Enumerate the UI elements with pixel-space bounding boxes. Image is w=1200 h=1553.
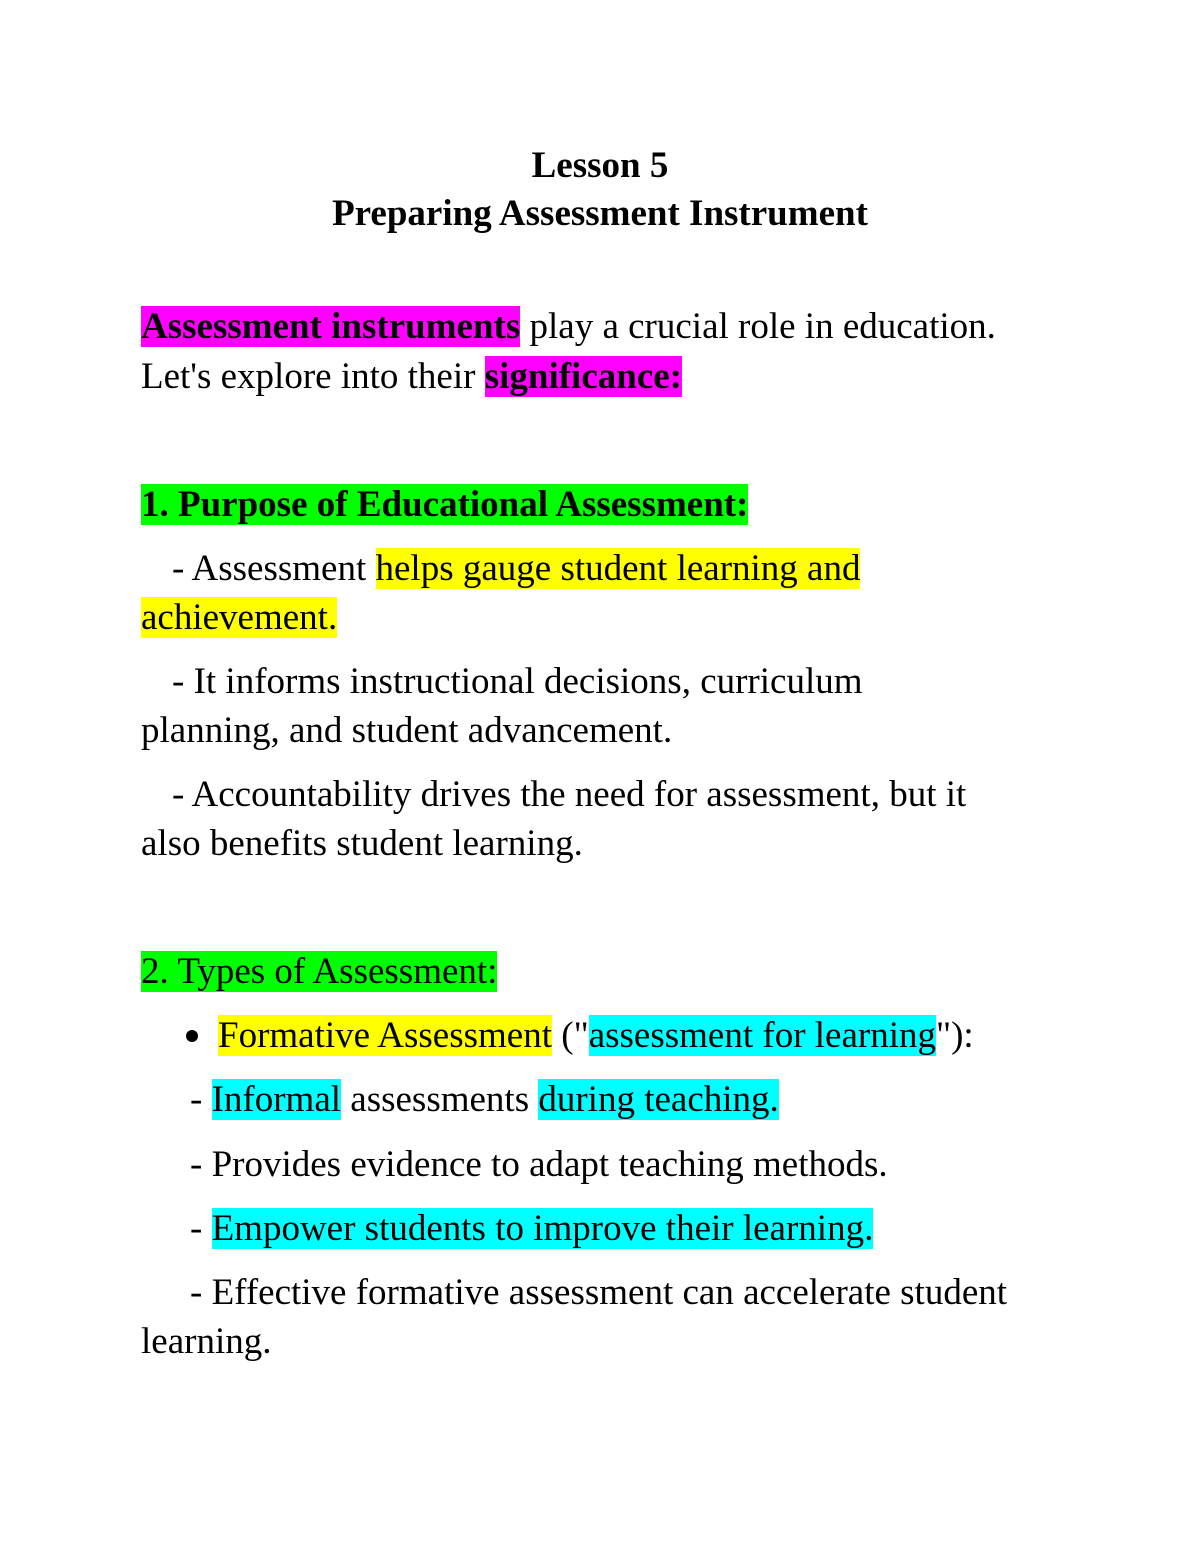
section-1-point-2-cont: planning, and student advancement. (141, 710, 673, 751)
highlight-significance: significance: (484, 356, 682, 397)
highlight-assessment-instruments: Assessment instruments (141, 306, 521, 347)
formative-item-4: - Effective formative assessment can accelerate student (190, 1272, 1008, 1313)
lesson-number: Lesson 5 (531, 145, 669, 186)
intro-line-2 (141, 353, 682, 401)
section-1-heading-text: 1. Purpose of Educational Assessment: (141, 484, 749, 525)
point-1-dash: - Assessment (172, 548, 376, 589)
formative-bullet (186, 1012, 974, 1060)
section-1-point-1-cont (141, 594, 337, 642)
section-1-point-3-cont: also benefits student learning. (141, 823, 583, 864)
intro-line-1 (141, 303, 996, 351)
bullet-close: "): (936, 1015, 974, 1056)
highlight-informal: Informal (211, 1079, 342, 1120)
formative-item-4-cont: learning. (141, 1321, 272, 1362)
section-1-point-1 (172, 545, 860, 593)
item-1-mid: assessments (341, 1079, 539, 1120)
intro-text-2: Let's explore into their (141, 356, 485, 397)
bullet-open: (" (552, 1015, 589, 1056)
section-2-heading-text: 2. Types of Assessment: (141, 951, 498, 992)
section-1-point-3: - Accountability drives the need for assessment, but it (172, 774, 967, 815)
highlight-gauge-learning: helps gauge student learning and (375, 548, 861, 589)
page-title: Preparing Assessment Instrument (332, 193, 868, 234)
section-1-point-2: - It informs instructional decisions, curriculum (172, 661, 863, 702)
item-1-dash: - (190, 1079, 212, 1120)
formative-item-3 (190, 1205, 873, 1253)
section-1-heading (141, 481, 748, 529)
item-3-dash: - (190, 1208, 212, 1249)
highlight-formative-assessment: Formative Assessment (218, 1015, 553, 1056)
highlight-during-teaching: during teaching. (538, 1079, 779, 1120)
bullet-icon (186, 1030, 198, 1042)
section-2-heading (141, 948, 497, 996)
formative-item-2: - Provides evidence to adapt teaching methods. (190, 1144, 888, 1185)
highlight-assessment-for-learning: assessment for learning (588, 1015, 936, 1056)
highlight-empower-students: Empower students to improve their learning. (211, 1208, 874, 1249)
intro-text: play a crucial role in education. (520, 306, 996, 347)
highlight-achievement: achievement. (141, 597, 338, 638)
formative-item-1 (190, 1076, 779, 1124)
